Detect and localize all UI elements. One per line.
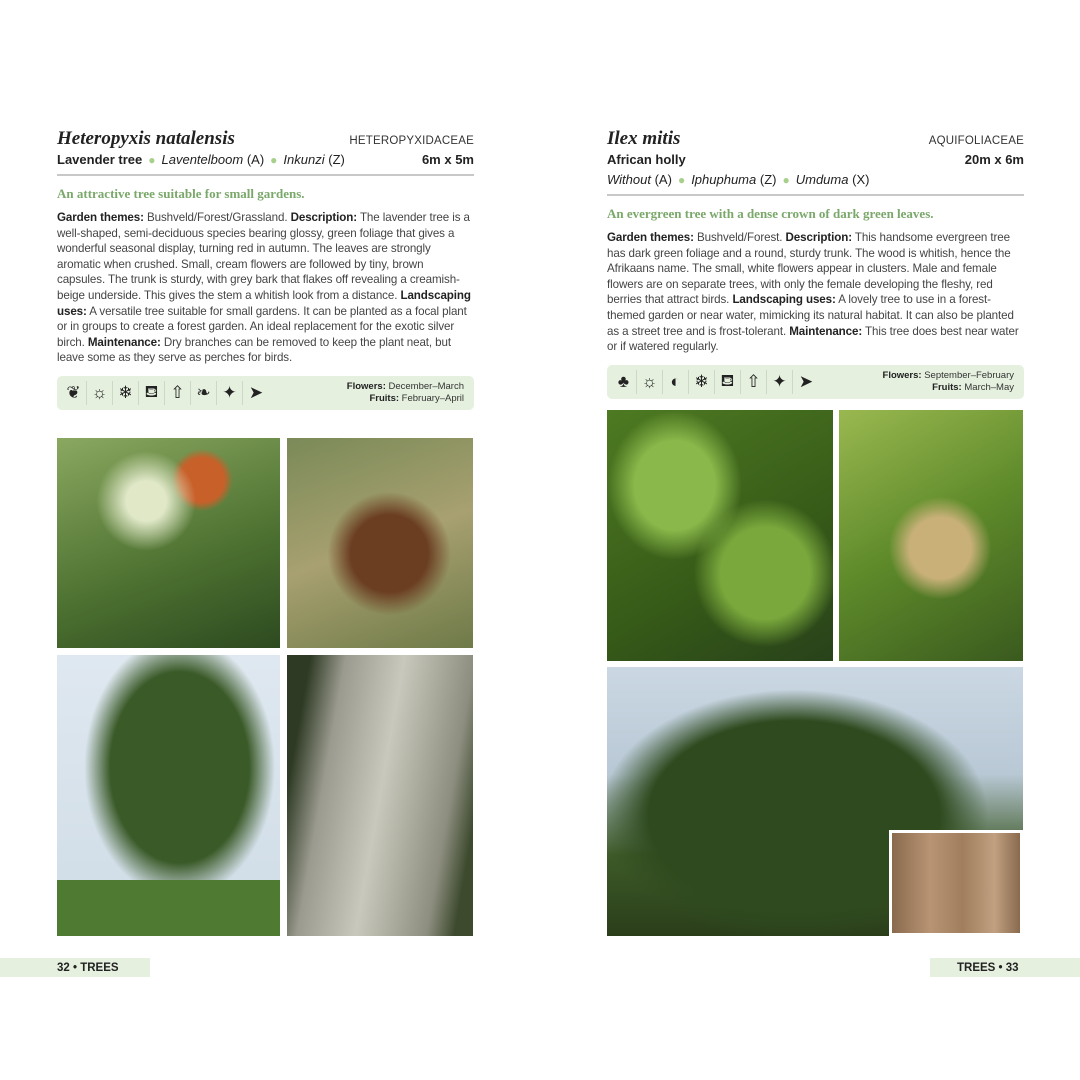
bullet-icon: ● [677, 173, 686, 187]
watering-can-icon: ⛾ [141, 381, 165, 405]
description [607, 230, 1024, 355]
tagline: An attractive tree suitable for small gardens. [57, 186, 305, 201]
common-names [57, 152, 474, 172]
page-footer-left: 32 • TREES [0, 958, 150, 977]
right-page [607, 128, 1024, 399]
alt-names [607, 172, 1024, 192]
text: This handsome evergreen tree has dark green foliage and a round, sturdy trunk. The wood is whitish, hence the Afrikaans name. The small, white flowers appear in clusters. Male and female flowers are on separate trees, with only the female developing the fleshy, red berries that attract birds. [607, 231, 1011, 307]
description [57, 210, 474, 366]
fast-growth-icon: ⇧ [167, 381, 191, 405]
frost-icon: ❄ [691, 370, 715, 394]
full-sun-icon: ☼ [639, 370, 663, 394]
photo-bark [287, 655, 473, 936]
divider [607, 194, 1024, 196]
photo-bark-inset [889, 830, 1023, 936]
deciduous-tree-icon: ❦ [63, 381, 87, 405]
label: Landscaping uses: [57, 288, 471, 318]
fruits-season: March–May [961, 381, 1014, 393]
flowers-season: December–March [385, 380, 464, 392]
photo-flower-clusters [839, 410, 1023, 661]
bullet-icon: ● [270, 153, 278, 167]
common-names [607, 152, 1024, 172]
label: Maintenance: [789, 324, 863, 338]
label: Landscaping uses: [732, 293, 836, 307]
season-info [883, 370, 1014, 394]
scientific-name: Heteropyxis natalensis [57, 128, 235, 149]
flowers-season: September–February [921, 369, 1014, 381]
page-footer-right: TREES • 33 [930, 958, 1080, 977]
bullet-icon: ● [148, 153, 156, 167]
tagline: An evergreen tree with a dense crown of dark green leaves. [607, 206, 934, 221]
text: Dry branches can be removed to keep the plant neat, but leave some as they serve as perches for birds. [57, 335, 451, 365]
text: Bushveld/Forest/Grassland. [143, 211, 291, 224]
alt-name: Inkunzi [283, 152, 325, 167]
full-sun-icon: ☼ [89, 381, 113, 405]
label: Garden themes: [57, 211, 144, 224]
label: Flowers: [882, 369, 922, 381]
common-name: Lavender tree [57, 152, 143, 167]
scientific-name: Ilex mitis [607, 128, 681, 149]
label: Description: [785, 231, 852, 244]
lang-code: (Z) [328, 152, 345, 167]
left-page [57, 128, 474, 410]
pods-icon: ❧ [193, 381, 217, 405]
lang-code: (A) [654, 172, 672, 187]
label: Fruits: [932, 381, 962, 393]
bird-icon: ➤ [798, 371, 814, 391]
bullet-icon: ● [782, 173, 790, 187]
tree-size: 6m x 5m [421, 152, 474, 167]
alt-name: Without [607, 172, 651, 187]
icon-bar [57, 376, 474, 410]
divider [57, 174, 474, 176]
label: Garden themes: [607, 231, 694, 244]
semi-shade-icon: ◐ [665, 370, 689, 394]
watering-can-icon: ⛾ [717, 370, 741, 394]
text: A versatile tree suitable for small gardens. It can be planted as a focal plant or in groups to create a forest garden. An ideal replacement for the exotic silver birch. [57, 304, 467, 349]
semi-frost-icon: ❄ [115, 381, 139, 405]
lang-code: (A) [246, 152, 265, 167]
lang-code: (X) [852, 172, 870, 187]
family-name: HETEROPYXIDACEAE [349, 135, 474, 147]
text: This tree does best near water or if watered regularly. [607, 324, 1019, 354]
butterfly-icon: ✦ [769, 370, 793, 394]
tree-size: 20m x 6m [964, 152, 1024, 167]
icon-bar [607, 365, 1024, 399]
text: The lavender tree is a well-shaped, semi-deciduous species bearing glossy, green foliage that gives a wonderful seasonal display, turning red in autumn. The leaves are strongly aromatic when crushed. Small, cream flowers are followed by tiny, brown capsules. The trunk is sturdy, with grey bark that flakes off revealing a creamish-beige underside. This gives the stem a whitish look from a distance. [57, 211, 470, 302]
fruits-season: February–April [399, 392, 464, 404]
alt-name: Umduma [795, 172, 849, 187]
label: Fruits: [369, 392, 400, 404]
photo-leaves [607, 410, 833, 661]
family-name: AQUIFOLIACEAE [928, 135, 1024, 147]
text: A lovely tree to use in a forest-themed garden or near water, mimicking its natural habitat. It can also be planted as a street tree and is frost-tolerant. [607, 293, 1014, 338]
lang-code: (Z) [759, 172, 777, 187]
alt-name: Iphuphuma [691, 172, 757, 187]
label: Description: [290, 211, 358, 224]
label: Flowers: [346, 380, 386, 392]
label: Maintenance: [87, 335, 161, 349]
text: Bushveld/Forest. [693, 231, 786, 244]
photo-flowers-beetle [57, 438, 280, 648]
common-name: African holly [607, 152, 686, 167]
fast-growth-icon: ⇧ [743, 370, 767, 394]
photo-tree [57, 655, 280, 936]
photo-capsules [287, 438, 473, 648]
season-info [347, 381, 464, 405]
butterfly-icon: ✦ [219, 381, 243, 405]
bird-icon: ➤ [248, 382, 264, 402]
alt-name: Laventelboom [161, 152, 244, 167]
evergreen-tree-icon: ♣ [613, 370, 637, 394]
